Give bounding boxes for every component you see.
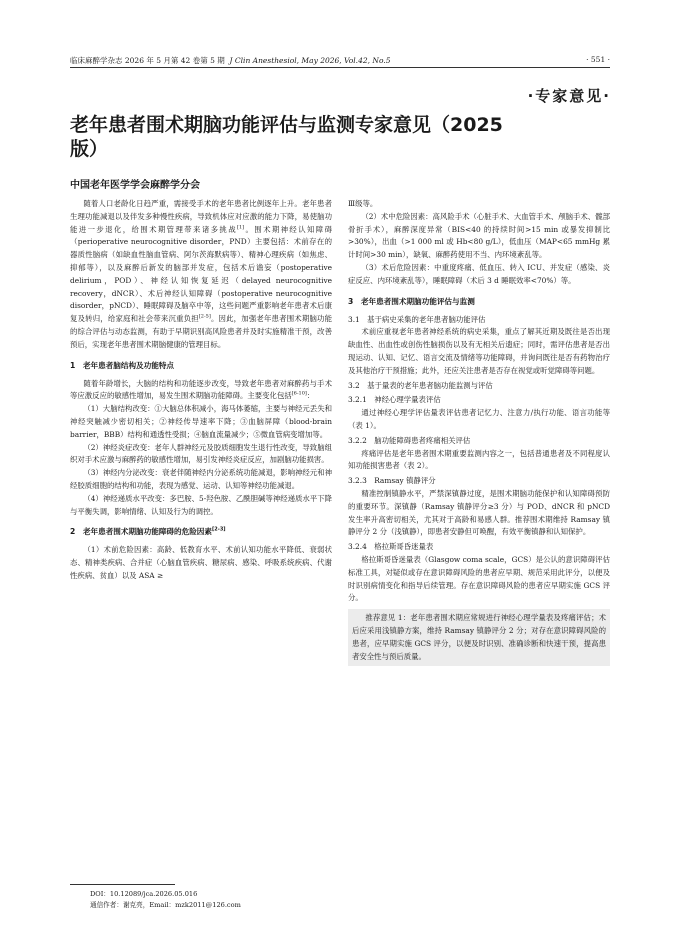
article-title: 老年患者围术期脑功能评估与监测专家意见（2025 版） bbox=[70, 114, 503, 160]
citation: [1] bbox=[237, 224, 245, 231]
paragraph: 通过神经心理学评估量表评估患者记忆力、注意力/执行功能、语言功能等（表 1）。 bbox=[348, 408, 610, 430]
doi: DOI：10.12089/jca.2026.05.016 bbox=[90, 890, 198, 898]
section-heading: 1 老年患者脑结构及功能特点 bbox=[70, 360, 175, 370]
paragraph-continuation: Ⅲ级等。 bbox=[348, 199, 378, 208]
page-number: · 551 · bbox=[586, 55, 610, 64]
recommendation-box bbox=[348, 609, 610, 666]
paragraph: 格拉斯哥昏迷量表（Glasgow coma scale，GCS）是公认的意识障碍评估标准工具，对疑似或存在意识障碍风险的患者应早期、规范采用此评分，以便及时识别病情变化和指导后续管理。存在意识障碍风险的患者应早期实施 GCS 评分。 bbox=[348, 554, 610, 603]
journal-name-cn: 临床麻醉学杂志 2026 年 5 月第 42 卷第 5 期 bbox=[70, 56, 225, 65]
left-column bbox=[70, 198, 332, 583]
journal-name-en: J Clin Anesthesiol, May 2026, Vol.42, No.5 bbox=[229, 56, 391, 65]
subsubsection-heading: 3.2.3 Ramsay 镇静评分 bbox=[348, 476, 436, 486]
footnote bbox=[90, 889, 241, 911]
subsection-heading: 3.1 基于病史采集的老年患者脑功能评估 bbox=[348, 314, 486, 324]
subsubsection-heading: 3.2.4 格拉斯哥昏迷量表 bbox=[348, 542, 434, 552]
footnote-rule bbox=[70, 884, 175, 885]
list-item: （1）术前危险因素：高龄、低教育水平、术前认知功能水平降低、衰弱状态、精神类疾病、合并症（心脑血管疾病、糖尿病、感染、呼吸系统疾病、代谢性疾病、贫血）以及 ASA ≥ bbox=[70, 545, 332, 580]
header-rule bbox=[70, 67, 610, 68]
paragraph: 疼痛评估是老年患者围术期重要监测内容之一，包括普通患者及不同程度认知功能损害患者（表 2）。 bbox=[348, 448, 610, 471]
list-item: （4）神经递质水平改变：多巴胺、5-羟色胺、乙酰胆碱等神经递质水平下降与平衡失调，影响情绪、认知及行为的调控。 bbox=[70, 493, 332, 516]
paragraph: 随着年龄增长，大脑的结构和功能逐步改变，导致老年患者对麻醉药与手术等应激反应的敏感性增加，易发生围术期脑功能障碍。主要变化包括[6-10]： bbox=[70, 378, 332, 401]
list-item: （3）术后危险因素：中重度疼痛、低血压、转入 ICU、并发症（感染、炎症反应、内环境紊乱等），睡眠障碍（术后 3 d 睡眠效率<70%）等。 bbox=[348, 262, 610, 285]
subsubsection-heading: 3.2.1 神经心理学量表评估 bbox=[348, 395, 441, 405]
paragraph: 精准控制镇静水平，严禁深镇静过度，是围术期脑功能保护和认知障碍预防的重要环节。深镇静（Ramsay 镇静评分≥3 分）与 POD、dNCR 和 pNCD 发生率升高密切相关，尤其对于高龄和易感人群。推荐围术期维持 Ramsay 镇静评分 2 分（浅镇静），即患者安静但可唤醒，有效平衡镇静和认知保护。 bbox=[348, 488, 610, 537]
list-item: （3）神经内分泌改变：衰老伴随神经内分泌系统功能减退，影响神经元和神经胶质细胞的结构和功能，表现为感觉、运动、认知等神经功能减退。 bbox=[70, 468, 332, 490]
journal-citation bbox=[70, 55, 391, 66]
section-heading: 2 老年患者围术期脑功能障碍的危险因素[2-3] bbox=[70, 526, 226, 537]
paragraph: 术前应重视老年患者神经系统的病史采集，重点了解其近期及既往是否出现缺血性、出血性或创伤性脑损伤以及有无相关后遗症；同时，需评估患者是否出现运动、认知、记忆、语言交流及情绪等功能障碍，并询问既往是否有药物治疗及其他治疗干预措施；此外，还应关注患者是否存在视觉或听觉障碍等问题。 bbox=[348, 327, 610, 375]
list-item: （1）大脑结构改变：①大脑总体积减小，海马体萎缩，主要与神经元丢失和神经突触减少密切相关；②神经传导速率下降；③血脑屏障（blood-brain barrier，BBB）结构和通透性受损；④脑血流量减少；⑤微血管病变增加等。 bbox=[70, 404, 332, 439]
article-type-badge: ·专家意见· bbox=[527, 87, 611, 105]
section-heading: 3 老年患者围术期脑功能评估与监测 bbox=[348, 296, 475, 306]
recommendation-text: 推荐意见 1：老年患者围术期应常规进行神经心理学量表及疼痛评估；术后应采用浅镇静方案，维持 Ramsay 镇静评分 2 分；对存在意识障碍风险的患者，应早期实施 GCS 评分，以便及时识别、准确诊断和快速干预，提高患者安全性与预后质量。 bbox=[352, 613, 606, 661]
list-item: （2）术中危险因素：高风险手术（心脏手术、大血管手术、颅脑手术、髋部骨折手术），麻醉深度异常（BIS<40 的持续时间>15 min 或暴发抑制比>30%），出血（>1 000 ml 或 Hb<80 g/L），低血压（MAP<65 mmHg 累计时间>30 min），缺氧、麻醉药使用不当、内环境紊乱等。 bbox=[348, 211, 610, 260]
list-item: （2）神经炎症改变：老年人群神经元及胶质细胞发生退行性改变，导致脑组织对手术应激与麻醉药的敏感性增加，易引发神经炎症反应，加剧脑功能损害。 bbox=[70, 442, 332, 465]
citation: [6-10] bbox=[291, 390, 307, 397]
corresponding-author: 通信作者：谢克亮，Email：mzk2011@126.com bbox=[90, 901, 241, 909]
right-column bbox=[348, 198, 610, 666]
citation: [2-5] bbox=[198, 313, 211, 320]
author-line: 中国老年医学学会麻醉学分会 bbox=[70, 180, 200, 191]
intro-paragraph: 随着人口老龄化日趋严重，需接受手术的老年患者比例逐年上升。老年患者生理功能减退以及伴发多种慢性疾病，导致机体应对应激的能力下降，易使脑功能进一步退化，给围术期管理带来诸多挑战[1]。围术期神经认知障碍（perioperative neurocognitive disorder，PND）主要包括：术前存在的器质性脑病（如缺血性脑血管病、阿尔茨海默病等）、精神心理疾病（如焦虑、抑郁等），以及麻醉后新发的脑部并发症，包括术后谵妄（postoperative delirium，POD）、神经认知恢复延迟（delayed neurocognitive recovery，dNCR）、术后神经认知障碍（postoperative neurocognitive disorder，pNCD）、睡眠障碍及脑卒中等，这些问题严重影响老年患者术后康复及转归，给家庭和社会带来沉重负担[2-5]。因此，加强老年患者围术期脑功能的综合评估与动态监测，有助于早期识别高风险患者并及时实施精准干预，改善预后，实现老年患者围术期脑健康的管理目标。 bbox=[70, 199, 332, 349]
subsubsection-heading: 3.2.2 脑功能障碍患者疼痛相关评估 bbox=[348, 435, 471, 445]
subsection-heading: 3.2 基于量表的老年患者脑功能监测与评估 bbox=[348, 380, 493, 390]
citation: [2-3] bbox=[211, 526, 226, 533]
